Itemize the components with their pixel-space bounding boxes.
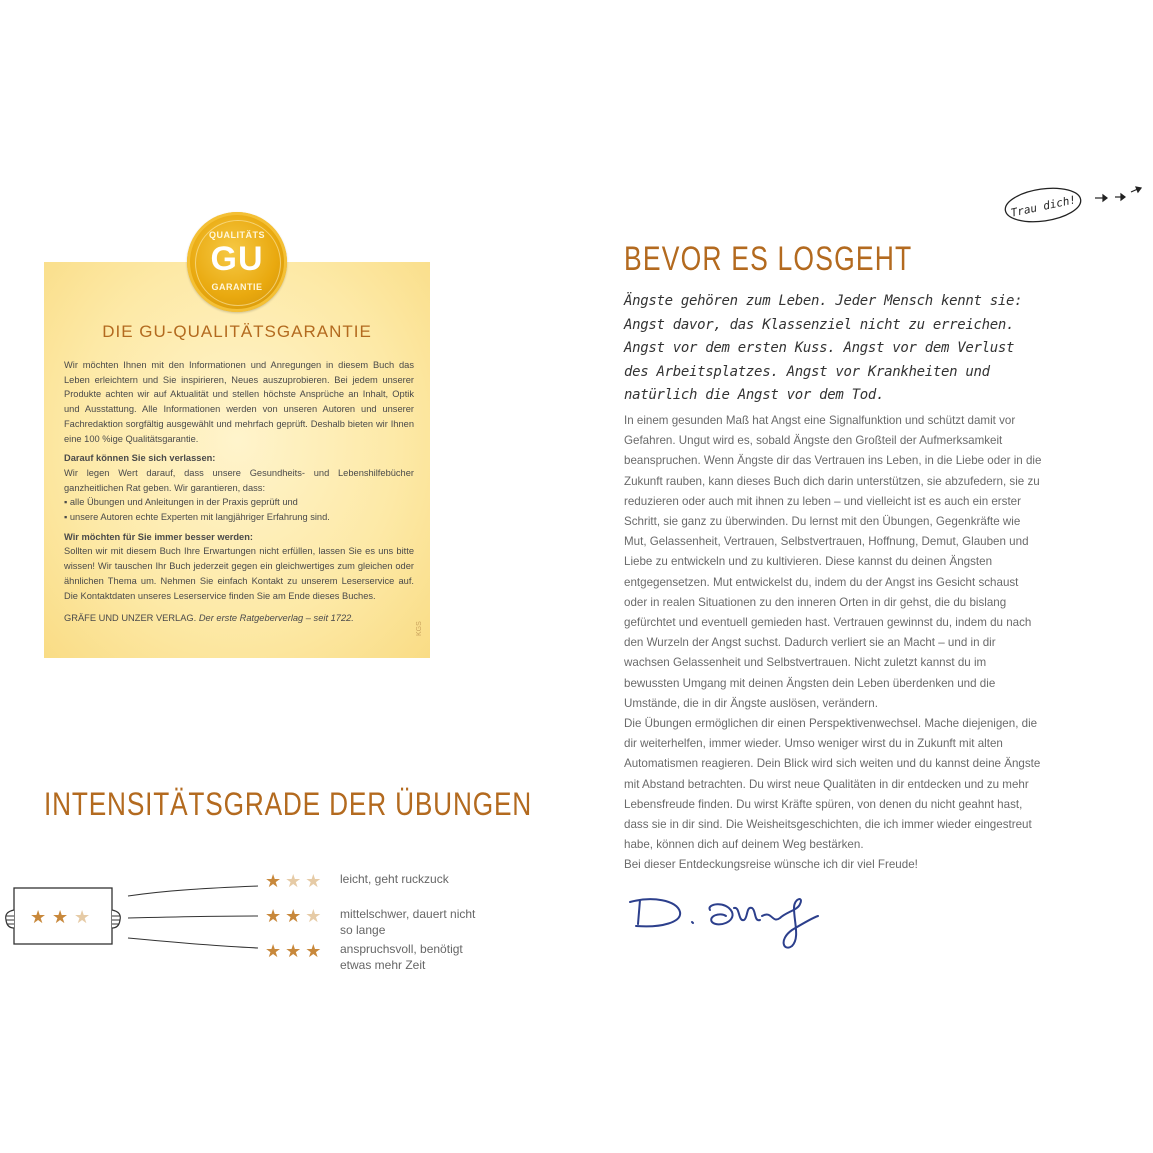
body-text — [624, 411, 1044, 876]
quality-text — [64, 358, 414, 631]
body-paragraph: Die Übungen ermöglichen dir einen Perspektivenwechsel. Mache diejenigen, die dir weiterhelfen, immer wieder. Umso weniger wirst du in Zukunft mit alten Automatismen reagieren. Dein Blick wird sich weiten und du kannst deine Ängste mit Abstand betrachten. Du wirst neue Qualitäten in dir entdecken und zu mehr Lebensfreude finden. Du wirst Kräfte spüren, von denen du nicht geahnt hast, dass sie in dir sind. Die Weisheitsgeschichten, die ich immer wieder eingestreut habe, können dich auf deinem Weg bestärken. — [624, 717, 1041, 852]
quality-paragraph: Wir legen Wert darauf, dass unsere Gesundheits- und Lebenshilfebücher ganzheitlichen Rat geben. Wir garantieren, dass: — [64, 467, 414, 493]
quality-heading: Wir möchten für Sie immer besser werden: — [64, 531, 254, 542]
page-title: BEVOR ES LOSGEHT — [624, 240, 913, 278]
connector-line — [128, 916, 258, 918]
list-item: ▪ alle Übungen und Anleitungen in der Praxis geprüft und — [64, 495, 414, 510]
star-icon: ★ — [74, 907, 91, 928]
publisher-tagline: Der erste Ratgeberverlag – seit 1722. — [198, 613, 354, 624]
side-code: KGS — [416, 621, 423, 636]
sign-stars — [30, 907, 90, 928]
intensity-label: mittelschwer, dauert nicht so lange — [340, 907, 476, 937]
quality-paragraph: Wir möchten Ihnen mit den Informationen und Anregungen in diesem Buch das Leben erleichtern und Sie inspirieren, Neues auszuprobieren. Bei jedem unserer Produkte achten wir auf Aktualität und stellen höchste Ansprüche an Inhalt, Optik und Ausstattung. Alle Informationen werden von unseren Autoren und unserer Fachredaktion sorgfältig ausgewählt und mehrfach geprüft. Deshalb bieten wir Ihnen eine 100 %ige Qualitätsgarantie. — [64, 360, 414, 444]
star-icon: ★ — [265, 871, 286, 891]
star-icon: ★ — [265, 906, 286, 926]
arrows-icon — [1095, 187, 1141, 201]
left-hand — [6, 910, 14, 928]
star-icon: ★ — [285, 941, 306, 961]
star-icon: ★ — [305, 941, 326, 961]
quality-bullet-list — [64, 495, 414, 524]
sign-holder-illustration — [0, 880, 265, 970]
speech-bubble — [1003, 183, 1143, 233]
connector-line — [128, 938, 258, 948]
quality-paragraph: Sollten wir mit diesem Buch Ihre Erwartungen nicht erfüllen, lassen Sie es uns bitte wissen! Wir tauschen Ihr Buch jederzeit gegen ein gleichwertiges zum gleichen oder ähnlichen Thema um. Nehmen Sie einfach Kontakt zu unserem Leserservice auf. Die Kontaktdaten unseres Leserservice finden Sie am Ende dieses Buches. — [64, 546, 414, 601]
star-icon: ★ — [30, 907, 47, 928]
star-icon: ★ — [265, 941, 286, 961]
body-paragraph: Bei dieser Entdeckungsreise wünsche ich dir viel Freude! — [624, 858, 918, 872]
intensity-label: anspruchsvoll, benötigt etwas mehr Zeit — [340, 942, 463, 972]
publisher-name: GRÄFE UND UNZER VERLAG. — [64, 613, 197, 624]
quality-heading: Darauf können Sie sich verlassen: — [64, 453, 216, 464]
intensity-label: leicht, geht ruckzuck — [340, 872, 449, 886]
star-icon: ★ — [285, 871, 306, 891]
seal-bottom-text: GARANTIE — [211, 282, 263, 292]
list-item: ▪ unsere Autoren echte Experten mit langjähriger Erfahrung sind. — [64, 510, 414, 525]
star-icon: ★ — [305, 906, 326, 926]
quality-seal-icon — [187, 212, 287, 312]
right-hand — [112, 910, 120, 928]
star-rating — [265, 906, 325, 927]
bubble-text: Trau dich! — [1009, 193, 1078, 220]
star-icon: ★ — [52, 907, 69, 928]
star-icon: ★ — [285, 906, 306, 926]
star-icon: ★ — [305, 871, 326, 891]
intro-text: Ängste gehören zum Leben. Jeder Mensch kennt sie: Angst davor, das Klassenziel nicht zu erreichen. Angst vor dem ersten Kuss. Angst vor dem Verlust des Arbeitsplatzes. Angst vor Krankheiten und natürlich die Angst vor dem Tod. — [624, 293, 1023, 403]
star-rating — [265, 871, 325, 892]
quality-title: DIE GU-QUALITÄTSGARANTIE — [102, 322, 372, 341]
star-rating — [265, 941, 325, 962]
author-signature — [622, 888, 872, 958]
connector-line — [128, 886, 258, 896]
intensity-title: INTENSITÄTSGRADE DER ÜBUNGEN — [44, 786, 533, 822]
body-paragraph: In einem gesunden Maß hat Angst eine Signalfunktion und schützt damit vor Gefahren. Ungut wird es, sobald Ängste den Großteil der Aufmerksamkeit beanspruchen. Wenn Ängste dir das Vertrauen ins Leben, in die Liebe oder in die Zukunft rauben, kann dieses Buch dich darin unterstützen, sie abzufedern, sie zu reduzieren oder auch mit ihnen zu leben – und vielleicht ist es auch ein erster Schritt, sie ganz zu überwinden. Du lernst mit den Übungen, Gegenkräfte wie Mut, Gelassenheit, Vertrauen, Selbstvertrauen, Hoffnung, Demut, Glauben und Liebe zu entwickeln und zu kultivieren. Diese kannst du deinen Ängsten entgegensetzen. Mut entwickelst du, indem du der Angst ins Gesicht schaust oder in realen Situationen zu den inneren Orten in dir gehst, die du bislang gefürchtet und eventuell gemieden hast. Vertrauen gewinnst du, indem du nach den Wurzeln der Angst suchst. Dadurch verliert sie an Macht – und in dir wachsen Gelassenheit und Selbstvertrauen. Nicht zuletzt kannst du im bewussten Umgang mit deinen Ängsten dein Leben überdenken und die Umstände, die in dir Ängste auslösen, verändern. — [624, 414, 1042, 710]
seal-top-text: QUALITÄTS — [209, 230, 265, 240]
seal-logo: GU — [210, 240, 264, 278]
